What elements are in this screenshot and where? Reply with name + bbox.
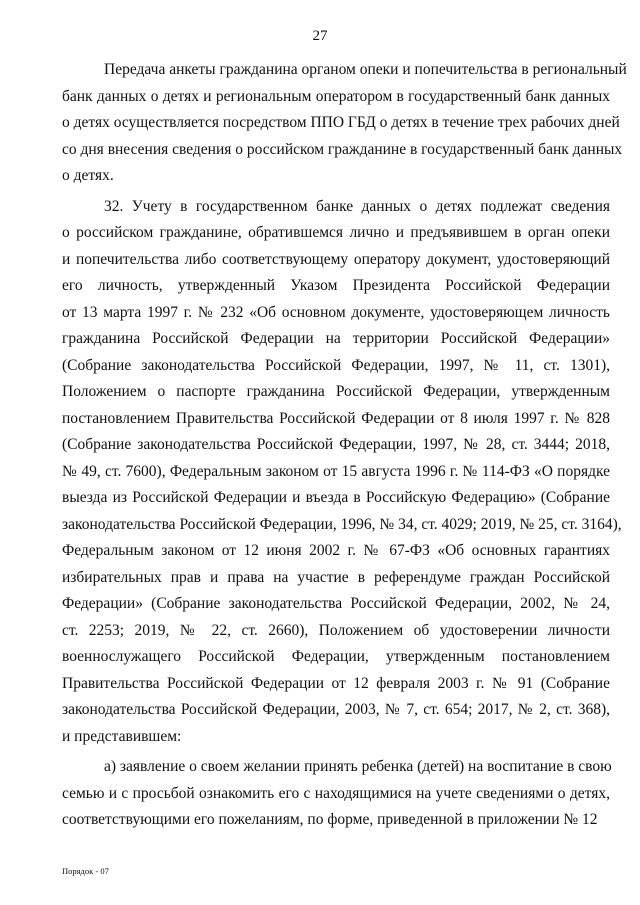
text-line: от 13 марта 1997 г. № 232 «Об основном документе, удостоверяющем личность (62, 303, 610, 321)
text-line: Федерации» (Собрание законодательства Российской Федерации, 2002, № 24, (62, 595, 610, 612)
text-line: законодательства Российской Федерации, 1996, № 34, ст. 4029; 2019, № 25, ст. 3164), (62, 515, 622, 533)
text-line: избирательных прав и права на участие в референдуме граждан Российской (62, 568, 610, 586)
text-line: ст. 2253; 2019, № 22, ст. 2660), Положением об удостоверении личности (62, 621, 610, 639)
text-line: 32. Учету в государственном банке данных о детях подлежат сведения (104, 197, 610, 215)
footer-label: Порядок - 07 (62, 866, 109, 876)
text-line: (Собрание законодательства Российской Федерации, 1997, № 28, ст. 3444; 2018, (62, 436, 610, 453)
text-line: (Собрание законодательства Российской Федерации, 1997, № 11, ст. 1301), (62, 356, 610, 374)
text-line: о российском гражданине, обратившемся лично и предъявившем в орган опеки (62, 224, 610, 241)
paragraph-transfer (62, 57, 627, 190)
text-line: Положением о паспорте гражданина Российской Федерации, утвержденным (62, 383, 610, 400)
text-line: № 49, ст. 7600), Федеральным законом от 15 августа 1996 г. № 114-ФЗ «О порядке (62, 462, 610, 480)
text-line: со дня внесения сведения о российском гражданине в государственный банк данных (62, 140, 623, 158)
text-line: Передача анкеты гражданина органом опеки и попечительства в региональный (104, 61, 627, 78)
text-line: о детях. (62, 167, 114, 184)
document-body (62, 57, 627, 834)
text-line: а) заявление о своем желании принять ребенка (детей) на воспитание в свою (104, 758, 612, 775)
text-line: о детях осуществляется посредством ППО ГБД о детях в течение трех рабочих дней (62, 114, 620, 131)
text-line: постановлением Правительства Российской Федерации от 8 июля 1997 г. № 828 (62, 409, 610, 427)
text-line: и попечительства либо соответствующему оператору документ, удостоверяющий (62, 250, 610, 268)
text-line: гражданина Российской Федерации на территории Российской Федерации» (62, 330, 610, 347)
text-line: соответствующими его пожеланиям, по форме, приведенной в приложении № 12 (62, 811, 598, 828)
page-number: 27 (312, 28, 328, 44)
text-line: Федеральным законом от 12 июня 2002 г. № 67-ФЗ «Об основных гарантиях (62, 542, 610, 559)
text-line: выезда из Российской Федерации и въезда в Российскую Федерацию» (Собрание (62, 489, 610, 506)
paragraph-subitem-a (62, 754, 610, 834)
text-line: и представившем: (62, 727, 182, 745)
text-line: военнослужащего Российской Федерации, утвержденным постановлением (62, 648, 610, 665)
text-line: законодательства Российской Федерации, 2003, № 7, ст. 654; 2017, № 2, ст. 368), (62, 701, 610, 718)
text-line: семью и с просьбой ознакомить его с находящимися на учете сведениями о детях, (62, 784, 610, 802)
text-line: банк данных о детях и региональным оператором в государственный банк данных (62, 87, 610, 105)
text-line: Правительства Российской Федерации от 12 февраля 2003 г. № 91 (Собрание (62, 674, 610, 692)
text-line: его личность, утвержденный Указом Президента Российской Федерации (62, 277, 610, 294)
paragraph-32 (62, 194, 622, 751)
